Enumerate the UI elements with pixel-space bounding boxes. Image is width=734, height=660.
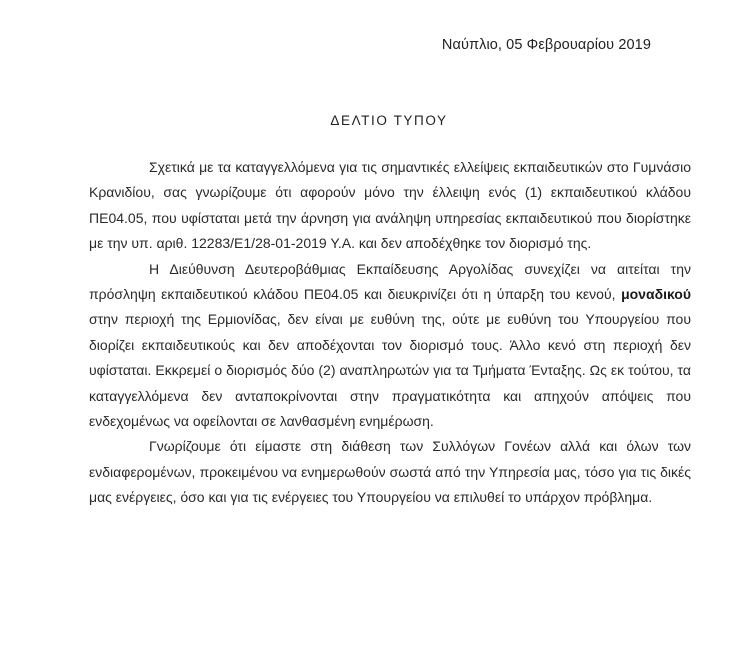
paragraph-2-text-after: στην περιοχή της Ερμιονίδας, δεν είναι με ευθύνη της, ούτε με ευθύνη του Υπουργείου που διορίζει εκπαιδευτικούς και δεν αποδέχονται τον διορισμό τους. Άλλο κενό στη περιοχή δεν υφίσταται. Εκκρεμεί ο διορισμός δύο (2) αναπληρωτών για τα Τμήματα Ένταξης. Ως εκ τούτου, τα καταγγελλόμενα δεν ανταποκρίνονται στην πραγματικότητα και απηχούν απόψεις που ενδεχομένως να οφείλονται σε λανθασμένη ενημέρωση. [89,311,691,430]
date-line: Ναύπλιο, 05 Φεβρουαρίου 2019 [441,37,651,53]
document-body [89,155,691,511]
paragraph-3: Γνωρίζουμε ότι είμαστε στη διάθεση των Συλλόγων Γονέων αλλά και όλων των ενδιαφερομένων, προκειμένου να ενημερωθούν σωστά από την Υπηρεσία μας, τόσο για τις δικές μας ενέργειες, όσο και για τις ενέργειες του Υπουργείου να επιλυθεί το υπάρχον πρόβλημα. [89,438,691,506]
paragraph-2-bold-text: μοναδικού [621,286,691,303]
document-title: ΔΕΛΤΙΟ ΤΥΠΟΥ [330,113,448,128]
paragraph-1: Σχετικά με τα καταγγελλόμενα για τις σημαντικές ελλείψεις εκπαιδευτικών στο Γυμνάσιο Κρανιδίου, σας γνωρίζουμε ότι αφορούν μόνο την έλλειψη ενός (1) εκπαιδευτικού κλάδου ΠΕ04.05, που υφίσταται μετά την άρνηση για ανάληψη υπηρεσίας εκπαιδευτικού που διορίστηκε με την υπ. αριθ. 12283/Ε1/28-01-2019 Υ.Α. και δεν αποδέχθηκε τον διορισμό της. [89,159,691,252]
paragraph-2 [89,257,691,435]
paragraph-2-text-before: Η Διεύθυνση Δευτεροβάθμιας Εκπαίδευσης Αργολίδας συνεχίζει να αιτείται την πρόσληψη εκπαιδευτικού κλάδου ΠΕ04.05 και διευκρινίζει ότι η ύπαρξη του κενού, [89,260,691,303]
